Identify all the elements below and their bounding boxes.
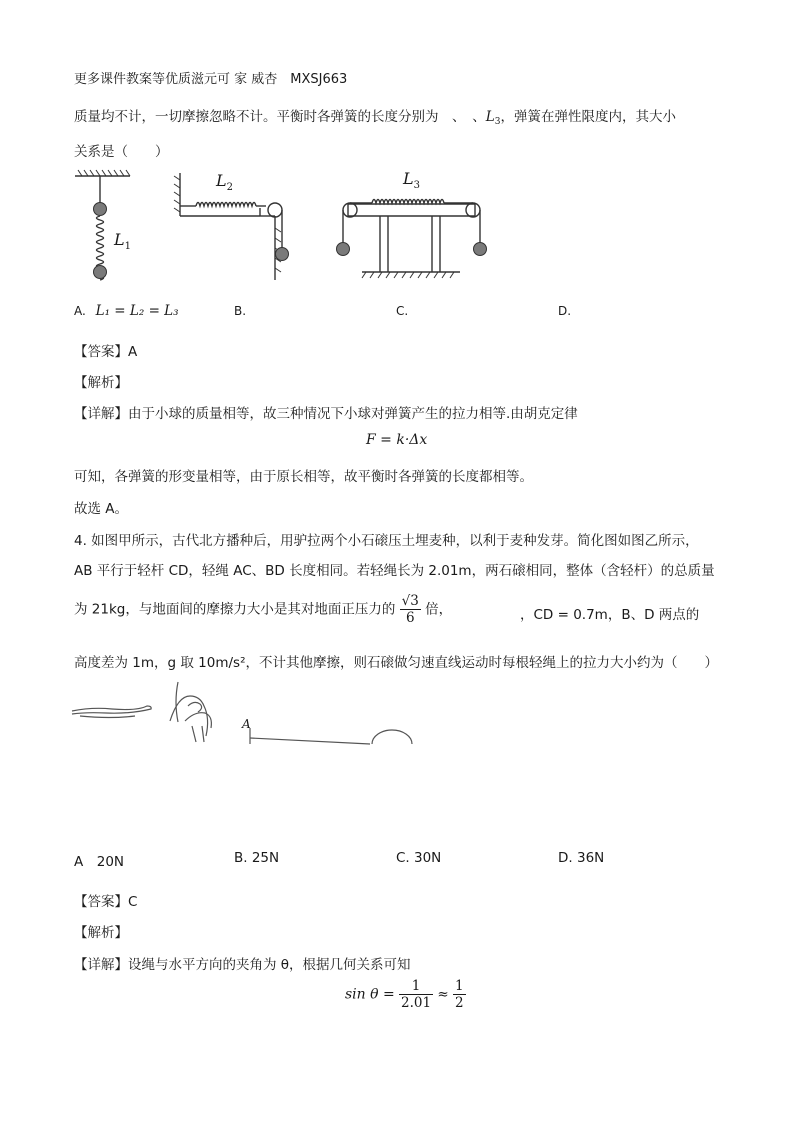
q3-line1-L3-sub: 3 <box>494 117 501 127</box>
q4-line3 <box>74 593 452 626</box>
q3-analysis-tag: 【解析】 <box>74 375 128 391</box>
q3-line1-L3: L <box>485 109 495 125</box>
q4-formula-frac1-num: 1 <box>399 978 433 995</box>
q3-choose: 故选 A。 <box>74 501 129 517</box>
q3-conclusion: 可知，各弹簧的形变量相等，由于原长相等，故平衡时各弹簧的长度都相等。 <box>74 469 533 485</box>
q4-line3-c: ，CD = 0.7m，B、D 两点的 <box>520 607 700 623</box>
q4-formula-frac1 <box>399 978 433 1011</box>
q3-option-a-expr: L₁ = L₂ = L₃ <box>95 303 179 319</box>
q4-fig-label-A: A <box>242 717 251 731</box>
q4-detail-tag: 【详解】 <box>74 957 128 973</box>
q4-fraction-num: √3 <box>401 593 419 609</box>
q3-answer-value: A <box>128 344 138 360</box>
q4-answer-tag: 【答案】 <box>74 894 128 910</box>
fig-label-L3: $L_3$ <box>403 169 420 191</box>
q4-option-a: A 20N <box>74 854 125 870</box>
q3-line1-b: ，弹簧在弹性限度内，其大小 <box>500 109 676 125</box>
spring-figures <box>70 168 500 286</box>
q3-answer-tag: 【答案】 <box>74 344 128 360</box>
q3-line1 <box>74 105 676 127</box>
q3-option-a <box>74 303 179 319</box>
q3-detail <box>74 402 578 422</box>
q4-formula-frac2 <box>453 978 466 1011</box>
q4-line1: 4. 如图甲所示，古代北方播种后，用驴拉两个小石磙压土埋麦种，以利于麦种发芽。简化图如图乙所示， <box>74 533 699 549</box>
q4-analysis-tag: 【解析】 <box>74 925 128 941</box>
q4-detail-text: 设绳与水平方向的夹角为 θ，根据几何关系可知 <box>128 957 411 973</box>
q4-formula-approx: ≈ <box>437 986 449 1003</box>
q4-fraction <box>400 593 421 626</box>
q3-line2: 关系是（ ） <box>74 144 169 160</box>
q3-option-b: B. <box>234 304 247 318</box>
q3-option-c: C. <box>396 304 409 318</box>
q4-answer-value: C <box>128 894 138 910</box>
q3-answer <box>74 340 137 360</box>
q4-formula-frac2-num: 1 <box>455 978 464 994</box>
q3-option-a-label: A. <box>74 304 86 318</box>
fig-label-L2: $L_2$ <box>216 171 233 193</box>
q4-answer <box>74 890 137 910</box>
q4-formula-frac1-den: 2.01 <box>401 995 432 1011</box>
q3-formula: F = k·Δx <box>366 432 428 448</box>
q3-option-d: D. <box>558 304 572 318</box>
fig-label-L1: $L_1$ <box>114 230 131 252</box>
q4-formula-lhs: sin θ = <box>345 986 395 1003</box>
q3-detail-text: 由于小球的质量相等，故三种情况下小球对弹簧产生的拉力相等.由胡克定律 <box>128 406 578 422</box>
q4-line3-a: 为 21kg，与地面间的摩擦力大小是其对地面正压力的 <box>74 601 396 618</box>
q4-detail <box>74 953 411 973</box>
q4-option-b: B. 25N <box>234 850 280 866</box>
q4-fraction-den: 6 <box>405 610 415 626</box>
page-header: 更多课件教案等优质滋元可 家 威杏 MXSJ663 <box>74 72 348 87</box>
q4-line3-b: 倍， <box>425 601 453 618</box>
q4-formula-frac2-den: 2 <box>455 995 464 1011</box>
q3-detail-tag: 【详解】 <box>74 406 128 422</box>
q4-option-c: C. 30N <box>396 850 442 866</box>
q3-line1-a: 质量均不计，一切摩擦忽略不计。平衡时各弹簧的长度分别为 、 、 <box>74 109 486 125</box>
q4-formula <box>345 978 466 1011</box>
q4-line4: 高度差为 1m，g 取 10m/s²，不计其他摩擦，则石磙做匀速直线运动时每根轻绳上的拉力大小约为（ ） <box>74 655 719 671</box>
q4-line2: AB 平行于轻杆 CD，轻绳 AC、BD 长度相同。若轻绳长为 2.01m，两石磙相同，整体（含轻杆）的总质量 <box>74 563 715 579</box>
q4-option-d: D. 36N <box>558 850 605 866</box>
q4-figure <box>70 676 430 746</box>
